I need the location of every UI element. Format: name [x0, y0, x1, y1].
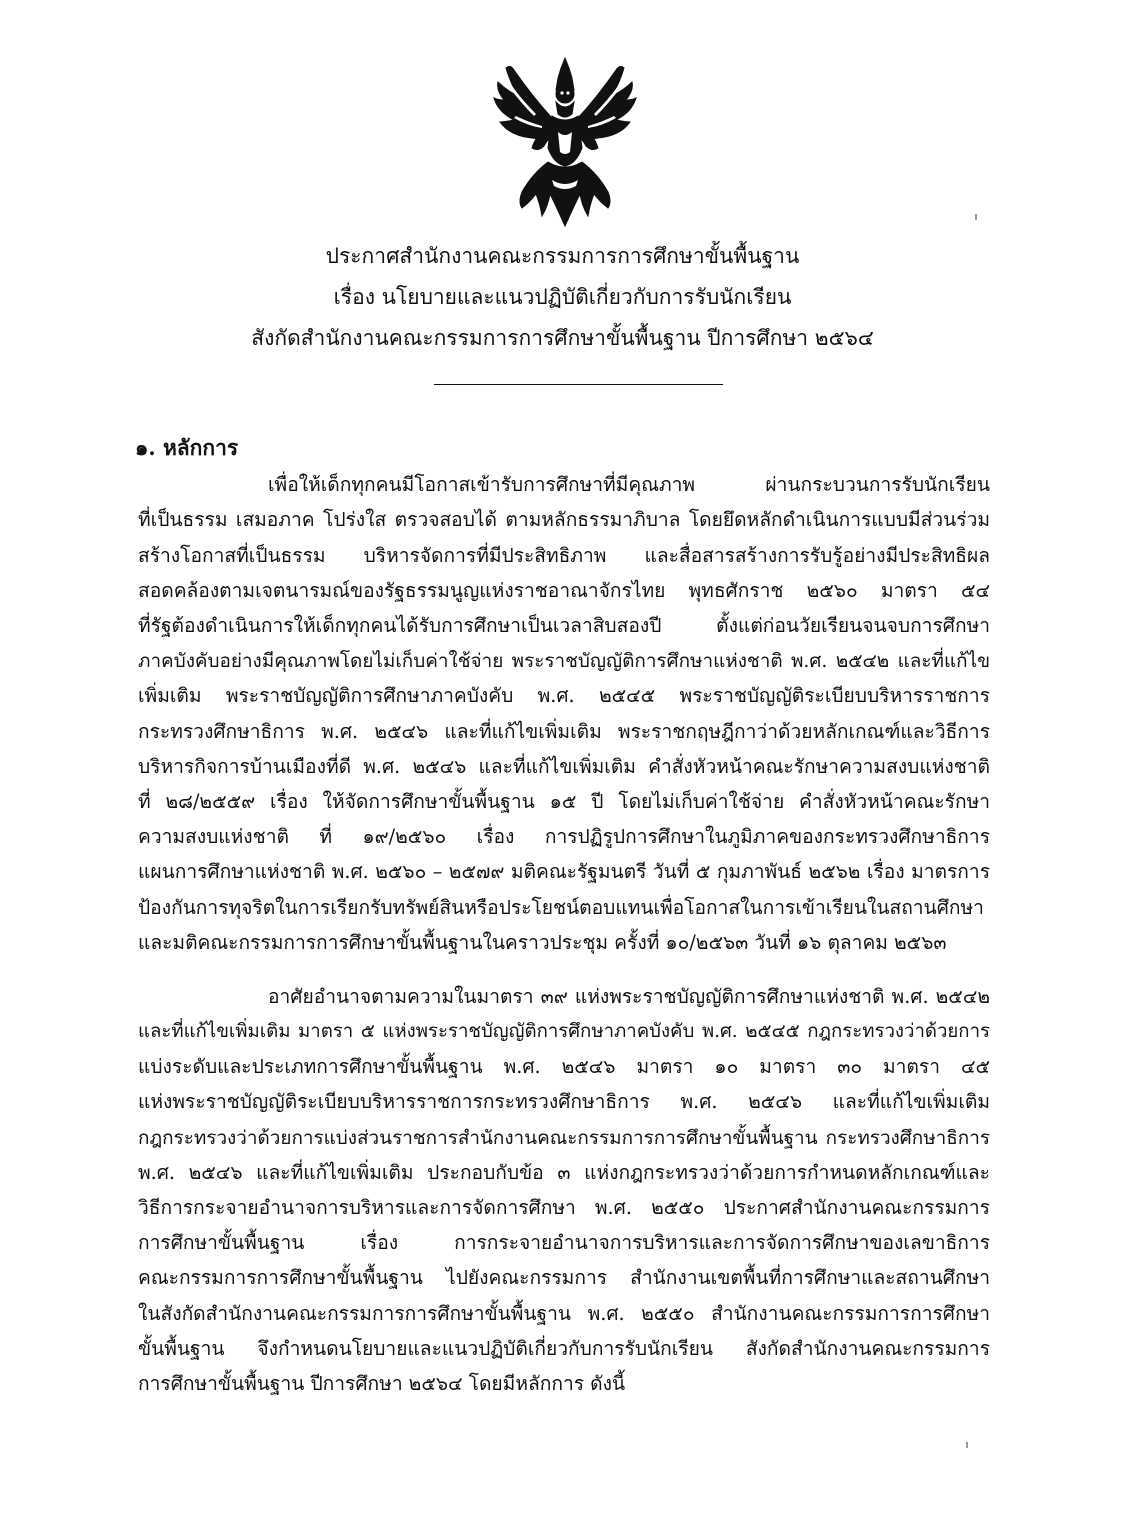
scan-speck [975, 214, 977, 220]
paragraph1-line: สร้างโอกาสที่เป็นธรรม บริหารจัดการที่มีประสิทธิภาพ และสื่อสารสร้างการรับรู้อย่างมีประสิทธิผล [138, 544, 990, 567]
paragraph2-line: ในสังกัดสำนักงานคณะกรรมการการศึกษาขั้นพื้นฐาน พ.ศ. ๒๕๕๐ สำนักงานคณะกรรมการการศึกษา [138, 1302, 990, 1325]
paragraph2-line: การศึกษาขั้นพื้นฐาน เรื่อง การกระจายอำนาจการบริหารและการจัดการศึกษาของเลขาธิการ [138, 1231, 990, 1254]
paragraph2-line: การศึกษาขั้นพื้นฐาน ปีการศึกษา ๒๕๖๔ โดยมีหลักการ ดังนี้ [138, 1372, 626, 1395]
paragraph2-line: วิธีการกระจายอำนาจการบริหารและการจัดการศึกษา พ.ศ. ๒๕๕๐ ประกาศสำนักงานคณะกรรมการ [138, 1196, 990, 1219]
paragraph2-line: คณะกรรมการการศึกษาขั้นพื้นฐาน ไปยังคณะกรรมการ สำนักงานเขตพื้นที่การศึกษาและสถานศึกษา [138, 1266, 990, 1289]
paragraph1-line: บริหารกิจการบ้านเมืองที่ดี พ.ศ. ๒๕๔๖ และที่แก้ไขเพิ่มเติม คำสั่งหัวหน้าคณะรักษาความสงบแห่งชาติ [138, 755, 990, 778]
paragraph1-line: ภาคบังคับอย่างมีคุณภาพโดยไม่เก็บค่าใช้จ่าย พระราชบัญญัติการศึกษาแห่งชาติ พ.ศ. ๒๕๔๒ และที่แก้ไข [138, 650, 990, 672]
title-line-3: สังกัดสำนักงานคณะกรรมการการศึกษาขั้นพื้นฐาน ปีการศึกษา ๒๕๖๔ [251, 326, 874, 350]
garuda-emblem-icon [492, 56, 638, 232]
paragraph1-line: เพื่อให้เด็กทุกคนมีโอกาสเข้ารับการศึกษาที่มีคุณภาพ ผ่านกระบวนการรับนักเรียน [268, 473, 990, 496]
paragraph1-line: ความสงบแห่งชาติ ที่ ๑๙/๒๕๖๐ เรื่อง การปฏิรูปการศึกษาในภูมิภาคของกระทรวงศึกษาธิการ [138, 825, 990, 848]
paragraph1-line: แผนการศึกษาแห่งชาติ พ.ศ. ๒๕๖๐ – ๒๕๗๙ มติคณะรัฐมนตรี วันที่ ๕ กุมภาพันธ์ ๒๕๖๒ เรื่อง มาตรการ [138, 860, 990, 883]
section-heading: ๑. หลักการ [135, 435, 239, 460]
paragraph2-line: พ.ศ. ๒๕๔๖ และที่แก้ไขเพิ่มเติม ประกอบกับข้อ ๓ แห่งกฎกระทรวงว่าด้วยการกำหนดหลักเกณฑ์และ [138, 1161, 990, 1184]
paragraph2-line: อาศัยอำนาจตามความในมาตรา ๓๙ แห่งพระราชบัญญัติการศึกษาแห่งชาติ พ.ศ. ๒๕๔๒ [268, 985, 990, 1008]
title-divider [434, 384, 723, 385]
scan-speck [966, 1442, 968, 1448]
paragraph1-line: ป้องกันการทุจริตในการเรียกรับทรัพย์สินหรือประโยชน์ตอบแทนเพื่อโอกาสในการเข้าเรียนในสถานศึกษา [138, 896, 984, 919]
title-line-1: ประกาศสำนักงานคณะกรรมการการศึกษาขั้นพื้นฐาน [325, 244, 800, 268]
title-line-2: เรื่อง นโยบายและแนวปฏิบัติเกี่ยวกับการรับนักเรียน [333, 285, 792, 309]
paragraph2-line: กฎกระทรวงว่าด้วยการแบ่งส่วนราชการสำนักงานคณะกรรมการการศึกษาขั้นพื้นฐาน กระทรวงศึกษาธิการ [138, 1127, 990, 1149]
paragraph1-line: ที่เป็นธรรม เสมอภาค โปร่งใส ตรวจสอบได้ ตามหลักธรรมาภิบาล โดยยึดหลักดำเนินการแบบมีส่วนร่วม [138, 508, 990, 531]
paragraph1-line: ที่รัฐต้องดำเนินการให้เด็กทุกคนได้รับการศึกษาเป็นเวลาสิบสองปี ตั้งแต่ก่อนวัยเรียนจนจบการศึกษา [138, 614, 990, 637]
paragraph1-line: ที่ ๒๘/๒๕๕๙ เรื่อง ให้จัดการศึกษาขั้นพื้นฐาน ๑๕ ปี โดยไม่เก็บค่าใช้จ่าย คำสั่งหัวหน้าคณะรักษา [138, 790, 990, 813]
paragraph2-line: และที่แก้ไขเพิ่มเติม มาตรา ๕ แห่งพระราชบัญญัติการศึกษาภาคบังคับ พ.ศ. ๒๕๔๕ กฎกระทรวงว่าด้วยการ [138, 1021, 990, 1042]
paragraph1-line: สอดคล้องตามเจตนารมณ์ของรัฐธรรมนูญแห่งราชอาณาจักรไทย พุทธศักราช ๒๕๖๐ มาตรา ๕๔ [138, 579, 990, 602]
paragraph2-line: แห่งพระราชบัญญัติระเบียบบริหารราชการกระทรวงศึกษาธิการ พ.ศ. ๒๕๔๖ และที่แก้ไขเพิ่มเติม [138, 1090, 990, 1113]
paragraph2-line: แบ่งระดับและประเภทการศึกษาขั้นพื้นฐาน พ.ศ. ๒๕๔๖ มาตรา ๑๐ มาตรา ๓๐ มาตรา ๔๕ [138, 1055, 990, 1078]
paragraph1-line: และมติคณะกรรมการการศึกษาขั้นพื้นฐานในคราวประชุม ครั้งที่ ๑๐/๒๕๖๓ วันที่ ๑๖ ตุลาคม ๒๕๖๓ [138, 931, 947, 954]
paragraph2-line: ขั้นพื้นฐาน จึงกำหนดนโยบายและแนวปฏิบัติเกี่ยวกับการรับนักเรียน สังกัดสำนักงานคณะกรรมการ [138, 1337, 990, 1360]
paragraph1-line: กระทรวงศึกษาธิการ พ.ศ. ๒๕๔๖ และที่แก้ไขเพิ่มเติม พระราชกฤษฎีกาว่าด้วยหลักเกณฑ์และวิธีการ [138, 720, 990, 743]
paragraph1-line: เพิ่มเติม พระราชบัญญัติการศึกษาภาคบังคับ พ.ศ. ๒๕๔๕ พระราชบัญญัติระเบียบบริหารราชการ [138, 684, 990, 707]
